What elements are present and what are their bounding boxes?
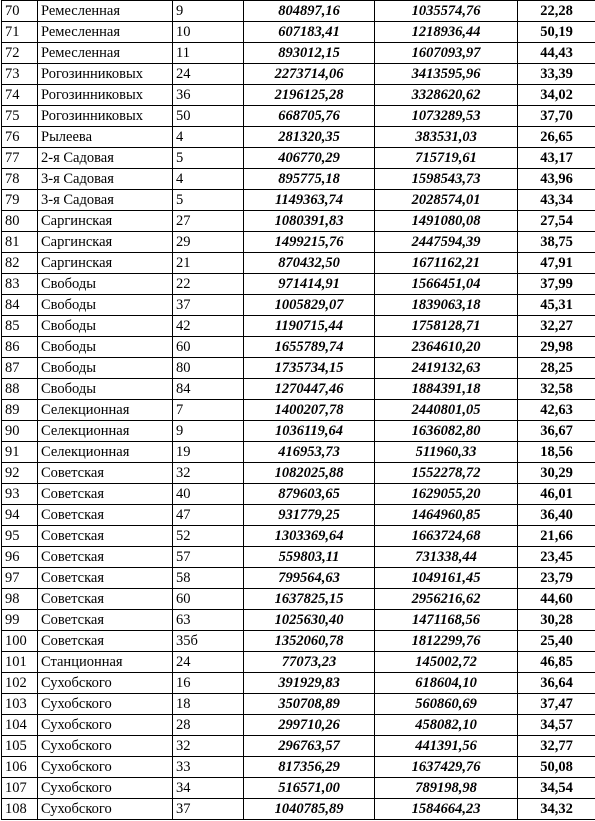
row-number-cell: 91	[2, 442, 38, 463]
percent-cell: 25,40	[518, 631, 595, 652]
table-row	[2, 337, 595, 358]
street-name-cell: Советская	[38, 547, 173, 568]
table-row	[2, 631, 595, 652]
row-number-cell: 80	[2, 211, 38, 232]
street-name-cell: Саргинская	[38, 253, 173, 274]
street-name-cell: Селекционная	[38, 421, 173, 442]
table-row	[2, 421, 595, 442]
amount-1-cell: 1082025,88	[244, 463, 375, 484]
house-number-cell: 63	[173, 610, 244, 631]
percent-cell: 43,34	[518, 190, 595, 211]
house-number-cell: 47	[173, 505, 244, 526]
amount-2-cell: 2440801,05	[375, 400, 518, 421]
amount-1-cell: 870432,50	[244, 253, 375, 274]
row-number-cell: 102	[2, 673, 38, 694]
amount-1-cell: 281320,35	[244, 127, 375, 148]
amount-1-cell: 1499215,76	[244, 232, 375, 253]
percent-cell: 21,66	[518, 526, 595, 547]
amount-1-cell: 817356,29	[244, 757, 375, 778]
house-number-cell: 18	[173, 694, 244, 715]
table-row	[2, 253, 595, 274]
amount-2-cell: 1884391,18	[375, 379, 518, 400]
street-name-cell: Советская	[38, 526, 173, 547]
percent-cell: 32,58	[518, 379, 595, 400]
street-name-cell: Советская	[38, 463, 173, 484]
street-name-cell: Сухобского	[38, 799, 173, 820]
house-number-cell: 19	[173, 442, 244, 463]
house-number-cell: 22	[173, 274, 244, 295]
row-number-cell: 101	[2, 652, 38, 673]
table-body	[2, 1, 595, 820]
house-number-cell: 40	[173, 484, 244, 505]
row-number-cell: 100	[2, 631, 38, 652]
street-name-cell: Советская	[38, 589, 173, 610]
amount-2-cell: 1073289,53	[375, 106, 518, 127]
amount-1-cell: 1735734,15	[244, 358, 375, 379]
amount-1-cell: 1190715,44	[244, 316, 375, 337]
street-name-cell: Рогозинниковых	[38, 106, 173, 127]
row-number-cell: 107	[2, 778, 38, 799]
house-number-cell: 80	[173, 358, 244, 379]
street-name-cell: Советская	[38, 631, 173, 652]
row-number-cell: 72	[2, 43, 38, 64]
row-number-cell: 92	[2, 463, 38, 484]
house-number-cell: 84	[173, 379, 244, 400]
amount-2-cell: 1629055,20	[375, 484, 518, 505]
percent-cell: 37,47	[518, 694, 595, 715]
house-number-cell: 42	[173, 316, 244, 337]
table-row	[2, 379, 595, 400]
house-number-cell: 32	[173, 736, 244, 757]
street-name-cell: Советская	[38, 505, 173, 526]
house-number-cell: 11	[173, 43, 244, 64]
amount-2-cell: 1584664,23	[375, 799, 518, 820]
percent-cell: 34,32	[518, 799, 595, 820]
row-number-cell: 93	[2, 484, 38, 505]
amount-2-cell: 1636082,80	[375, 421, 518, 442]
percent-cell: 23,45	[518, 547, 595, 568]
row-number-cell: 94	[2, 505, 38, 526]
percent-cell: 37,99	[518, 274, 595, 295]
amount-1-cell: 1400207,78	[244, 400, 375, 421]
amount-1-cell: 559803,11	[244, 547, 375, 568]
table-row	[2, 652, 595, 673]
percent-cell: 27,54	[518, 211, 595, 232]
table-row	[2, 400, 595, 421]
table-row	[2, 316, 595, 337]
percent-cell: 29,98	[518, 337, 595, 358]
house-number-cell: 4	[173, 127, 244, 148]
amount-2-cell: 2419132,63	[375, 358, 518, 379]
row-number-cell: 87	[2, 358, 38, 379]
house-number-cell: 52	[173, 526, 244, 547]
amount-2-cell: 1663724,68	[375, 526, 518, 547]
percent-cell: 43,17	[518, 148, 595, 169]
percent-cell: 34,57	[518, 715, 595, 736]
amount-2-cell: 1035574,76	[375, 1, 518, 22]
amount-1-cell: 1352060,78	[244, 631, 375, 652]
amount-2-cell: 1671162,21	[375, 253, 518, 274]
amount-1-cell: 1025630,40	[244, 610, 375, 631]
table-row	[2, 694, 595, 715]
row-number-cell: 98	[2, 589, 38, 610]
street-name-cell: Рылеева	[38, 127, 173, 148]
house-number-cell: 37	[173, 799, 244, 820]
table-row	[2, 463, 595, 484]
table-row	[2, 1, 595, 22]
street-name-cell: Ремесленная	[38, 22, 173, 43]
house-number-cell: 9	[173, 421, 244, 442]
table-row	[2, 85, 595, 106]
amount-2-cell: 2364610,20	[375, 337, 518, 358]
house-number-cell: 29	[173, 232, 244, 253]
table-row	[2, 190, 595, 211]
row-number-cell: 96	[2, 547, 38, 568]
row-number-cell: 76	[2, 127, 38, 148]
percent-cell: 42,63	[518, 400, 595, 421]
amount-1-cell: 77073,23	[244, 652, 375, 673]
row-number-cell: 95	[2, 526, 38, 547]
house-number-cell: 34	[173, 778, 244, 799]
street-name-cell: Рогозинниковых	[38, 64, 173, 85]
percent-cell: 34,54	[518, 778, 595, 799]
row-number-cell: 83	[2, 274, 38, 295]
percent-cell: 44,60	[518, 589, 595, 610]
amount-2-cell: 1552278,72	[375, 463, 518, 484]
row-number-cell: 105	[2, 736, 38, 757]
row-number-cell: 75	[2, 106, 38, 127]
row-number-cell: 108	[2, 799, 38, 820]
amount-2-cell: 1471168,56	[375, 610, 518, 631]
house-number-cell: 24	[173, 652, 244, 673]
amount-1-cell: 931779,25	[244, 505, 375, 526]
table-row	[2, 106, 595, 127]
street-name-cell: Селекционная	[38, 442, 173, 463]
amount-2-cell: 383531,03	[375, 127, 518, 148]
amount-2-cell: 1758128,71	[375, 316, 518, 337]
percent-cell: 43,96	[518, 169, 595, 190]
house-number-cell: 36	[173, 85, 244, 106]
table-row	[2, 127, 595, 148]
amount-1-cell: 1655789,74	[244, 337, 375, 358]
percent-cell: 46,01	[518, 484, 595, 505]
house-number-cell: 21	[173, 253, 244, 274]
street-name-cell: Сухобского	[38, 736, 173, 757]
amount-2-cell: 2447594,39	[375, 232, 518, 253]
house-number-cell: 33	[173, 757, 244, 778]
street-name-cell: Саргинская	[38, 232, 173, 253]
house-number-cell: 5	[173, 148, 244, 169]
street-name-cell: Саргинская	[38, 211, 173, 232]
house-number-cell: 16	[173, 673, 244, 694]
street-name-cell: Советская	[38, 568, 173, 589]
row-number-cell: 78	[2, 169, 38, 190]
street-name-cell: Свободы	[38, 337, 173, 358]
table-row	[2, 232, 595, 253]
street-name-cell: Свободы	[38, 358, 173, 379]
amount-2-cell: 1218936,44	[375, 22, 518, 43]
amount-1-cell: 1040785,89	[244, 799, 375, 820]
row-number-cell: 90	[2, 421, 38, 442]
amount-1-cell: 299710,26	[244, 715, 375, 736]
street-name-cell: Станционная	[38, 652, 173, 673]
table-row	[2, 547, 595, 568]
row-number-cell: 71	[2, 22, 38, 43]
table-row	[2, 211, 595, 232]
row-number-cell: 81	[2, 232, 38, 253]
table-row	[2, 64, 595, 85]
house-number-cell: 24	[173, 64, 244, 85]
percent-cell: 44,43	[518, 43, 595, 64]
amount-2-cell: 2956216,62	[375, 589, 518, 610]
street-name-cell: Свободы	[38, 274, 173, 295]
house-number-cell: 7	[173, 400, 244, 421]
amount-1-cell: 416953,73	[244, 442, 375, 463]
amount-1-cell: 2273714,06	[244, 64, 375, 85]
amount-1-cell: 895775,18	[244, 169, 375, 190]
row-number-cell: 88	[2, 379, 38, 400]
amount-2-cell: 1812299,76	[375, 631, 518, 652]
street-name-cell: Рогозинниковых	[38, 85, 173, 106]
table-row	[2, 568, 595, 589]
table-row	[2, 148, 595, 169]
percent-cell: 50,08	[518, 757, 595, 778]
row-number-cell: 73	[2, 64, 38, 85]
row-number-cell: 82	[2, 253, 38, 274]
table-row	[2, 610, 595, 631]
amount-1-cell: 296763,57	[244, 736, 375, 757]
amount-2-cell: 731338,44	[375, 547, 518, 568]
table-row	[2, 673, 595, 694]
house-number-cell: 58	[173, 568, 244, 589]
percent-cell: 32,77	[518, 736, 595, 757]
percent-cell: 30,28	[518, 610, 595, 631]
table-row	[2, 484, 595, 505]
street-name-cell: Советская	[38, 484, 173, 505]
percent-cell: 34,02	[518, 85, 595, 106]
amount-2-cell: 618604,10	[375, 673, 518, 694]
table-row	[2, 526, 595, 547]
amount-2-cell: 560860,69	[375, 694, 518, 715]
amount-2-cell: 458082,10	[375, 715, 518, 736]
house-number-cell: 50	[173, 106, 244, 127]
row-number-cell: 97	[2, 568, 38, 589]
percent-cell: 23,79	[518, 568, 595, 589]
table-row	[2, 295, 595, 316]
amount-2-cell: 1566451,04	[375, 274, 518, 295]
row-number-cell: 70	[2, 1, 38, 22]
row-number-cell: 79	[2, 190, 38, 211]
street-name-cell: Сухобского	[38, 694, 173, 715]
table-row	[2, 169, 595, 190]
amount-1-cell: 971414,91	[244, 274, 375, 295]
street-name-cell: 3-я Садовая	[38, 190, 173, 211]
house-number-cell: 10	[173, 22, 244, 43]
table-row	[2, 43, 595, 64]
percent-cell: 45,31	[518, 295, 595, 316]
amount-2-cell: 1839063,18	[375, 295, 518, 316]
row-number-cell: 84	[2, 295, 38, 316]
percent-cell: 26,65	[518, 127, 595, 148]
row-number-cell: 104	[2, 715, 38, 736]
house-number-cell: 60	[173, 337, 244, 358]
amount-1-cell: 391929,83	[244, 673, 375, 694]
percent-cell: 37,70	[518, 106, 595, 127]
amount-2-cell: 3328620,62	[375, 85, 518, 106]
table-row	[2, 736, 595, 757]
percent-cell: 46,85	[518, 652, 595, 673]
street-name-cell: Сухобского	[38, 673, 173, 694]
amount-1-cell: 879603,65	[244, 484, 375, 505]
house-number-cell: 35б	[173, 631, 244, 652]
table-row	[2, 442, 595, 463]
house-number-cell: 5	[173, 190, 244, 211]
row-number-cell: 74	[2, 85, 38, 106]
street-name-cell: Селекционная	[38, 400, 173, 421]
percent-cell: 38,75	[518, 232, 595, 253]
house-number-cell: 37	[173, 295, 244, 316]
amount-1-cell: 1149363,74	[244, 190, 375, 211]
amount-2-cell: 511960,33	[375, 442, 518, 463]
street-name-cell: Советская	[38, 610, 173, 631]
house-number-cell: 28	[173, 715, 244, 736]
amount-1-cell: 1270447,46	[244, 379, 375, 400]
amount-1-cell: 668705,76	[244, 106, 375, 127]
table-row	[2, 22, 595, 43]
percent-cell: 36,67	[518, 421, 595, 442]
table-row	[2, 274, 595, 295]
amount-2-cell: 2028574,01	[375, 190, 518, 211]
amount-1-cell: 893012,15	[244, 43, 375, 64]
street-name-cell: Сухобского	[38, 715, 173, 736]
amount-2-cell: 1637429,76	[375, 757, 518, 778]
row-number-cell: 106	[2, 757, 38, 778]
percent-cell: 18,56	[518, 442, 595, 463]
table-row	[2, 358, 595, 379]
row-number-cell: 89	[2, 400, 38, 421]
amount-1-cell: 1005829,07	[244, 295, 375, 316]
street-name-cell: Ремесленная	[38, 43, 173, 64]
percent-cell: 30,29	[518, 463, 595, 484]
amount-1-cell: 1036119,64	[244, 421, 375, 442]
street-name-cell: 3-я Садовая	[38, 169, 173, 190]
amount-1-cell: 607183,41	[244, 22, 375, 43]
percent-cell: 47,91	[518, 253, 595, 274]
house-number-cell: 27	[173, 211, 244, 232]
street-name-cell: 2-я Садовая	[38, 148, 173, 169]
house-number-cell: 32	[173, 463, 244, 484]
amount-1-cell: 516571,00	[244, 778, 375, 799]
house-number-cell: 4	[173, 169, 244, 190]
amount-1-cell: 799564,63	[244, 568, 375, 589]
amount-2-cell: 145002,72	[375, 652, 518, 673]
street-name-cell: Свободы	[38, 379, 173, 400]
amount-1-cell: 406770,29	[244, 148, 375, 169]
amount-1-cell: 1637825,15	[244, 589, 375, 610]
amount-2-cell: 441391,56	[375, 736, 518, 757]
amount-2-cell: 1049161,45	[375, 568, 518, 589]
percent-cell: 36,64	[518, 673, 595, 694]
table-row	[2, 799, 595, 820]
amount-2-cell: 3413595,96	[375, 64, 518, 85]
amount-1-cell: 1080391,83	[244, 211, 375, 232]
table-row	[2, 757, 595, 778]
amount-2-cell: 1464960,85	[375, 505, 518, 526]
amount-2-cell: 1598543,73	[375, 169, 518, 190]
street-name-cell: Сухобского	[38, 757, 173, 778]
amount-2-cell: 1607093,97	[375, 43, 518, 64]
percent-cell: 22,28	[518, 1, 595, 22]
data-table	[1, 0, 595, 820]
percent-cell: 32,27	[518, 316, 595, 337]
house-number-cell: 57	[173, 547, 244, 568]
amount-2-cell: 789198,98	[375, 778, 518, 799]
table-row	[2, 715, 595, 736]
amount-2-cell: 1491080,08	[375, 211, 518, 232]
percent-cell: 50,19	[518, 22, 595, 43]
row-number-cell: 85	[2, 316, 38, 337]
table-row	[2, 589, 595, 610]
percent-cell: 33,39	[518, 64, 595, 85]
house-number-cell: 60	[173, 589, 244, 610]
table-row	[2, 505, 595, 526]
percent-cell: 36,40	[518, 505, 595, 526]
row-number-cell: 77	[2, 148, 38, 169]
amount-1-cell: 804897,16	[244, 1, 375, 22]
row-number-cell: 103	[2, 694, 38, 715]
amount-1-cell: 2196125,28	[244, 85, 375, 106]
street-name-cell: Свободы	[38, 295, 173, 316]
amount-2-cell: 715719,61	[375, 148, 518, 169]
house-number-cell: 9	[173, 1, 244, 22]
amount-1-cell: 1303369,64	[244, 526, 375, 547]
street-name-cell: Ремесленная	[38, 1, 173, 22]
street-name-cell: Свободы	[38, 316, 173, 337]
street-name-cell: Сухобского	[38, 778, 173, 799]
table-row	[2, 778, 595, 799]
row-number-cell: 86	[2, 337, 38, 358]
row-number-cell: 99	[2, 610, 38, 631]
amount-1-cell: 350708,89	[244, 694, 375, 715]
percent-cell: 28,25	[518, 358, 595, 379]
